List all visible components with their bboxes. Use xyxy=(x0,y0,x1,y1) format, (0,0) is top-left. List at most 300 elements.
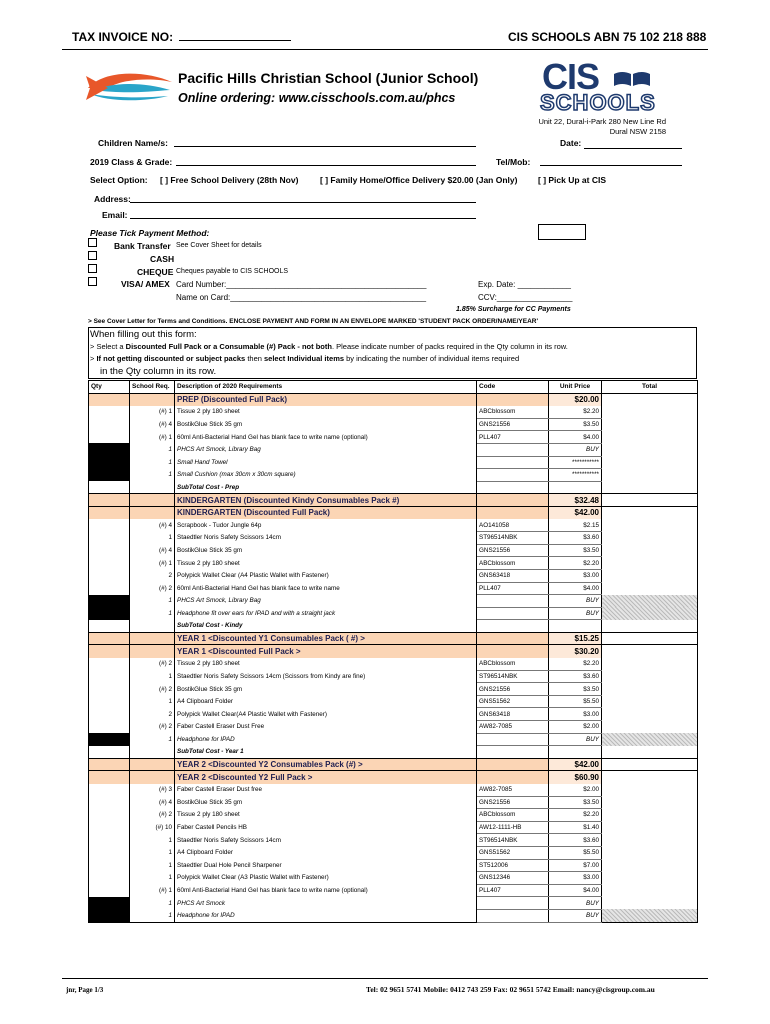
qty-cell[interactable] xyxy=(89,721,130,734)
total-cell xyxy=(602,557,698,570)
code-cell: AW82-7085 xyxy=(477,721,549,734)
total-cell xyxy=(602,670,698,683)
description-cell: PREP (Discounted Full Pack) xyxy=(175,393,477,406)
code-cell: GNS21556 xyxy=(477,418,549,431)
req-cell: 1 xyxy=(130,670,175,683)
total-cell xyxy=(602,721,698,734)
qty-cell[interactable] xyxy=(89,695,130,708)
req-cell xyxy=(130,506,175,519)
code-cell xyxy=(477,632,549,645)
total-cell xyxy=(602,645,698,658)
description-cell: YEAR 1 <Discounted Full Pack > xyxy=(175,645,477,658)
code-cell xyxy=(477,909,549,922)
req-cell: (#) 2 xyxy=(130,582,175,595)
subtotal-row xyxy=(89,481,698,494)
req-cell: 1 xyxy=(130,695,175,708)
description-cell: 60ml Anti-Bacterial Hand Gel has blank face to write name (optional) xyxy=(175,884,477,897)
description-cell: Polypick Wallet Clear(A4 Plastic Wallet with Fastener) xyxy=(175,708,477,721)
qty-cell xyxy=(89,897,130,910)
table-row xyxy=(89,872,698,885)
total-cell xyxy=(602,771,698,784)
req-cell: 2 xyxy=(130,569,175,582)
qty-cell[interactable] xyxy=(89,796,130,809)
description-cell: SubTotal Cost - Kindy xyxy=(175,620,477,633)
table-row xyxy=(89,771,698,784)
tax-invoice-field[interactable] xyxy=(179,31,291,41)
cash-checkbox[interactable] xyxy=(88,251,97,260)
school-name: Pacific Hills Christian School (Junior School) xyxy=(178,70,479,86)
total-cell xyxy=(602,544,698,557)
description-cell: Small Hand Towel xyxy=(175,456,477,469)
req-cell: (#) 4 xyxy=(130,544,175,557)
qty-cell[interactable] xyxy=(89,582,130,595)
subtotal-row xyxy=(89,620,698,633)
qty-cell xyxy=(89,595,130,608)
table-header-row xyxy=(89,381,698,394)
total-cell xyxy=(602,431,698,444)
address-line-1: Unit 22, Dural-i-Park 280 New Line Rd xyxy=(538,117,666,126)
code-cell xyxy=(477,620,549,633)
table-row xyxy=(89,393,698,406)
description-cell: SubTotal Cost - Prep xyxy=(175,481,477,494)
total-cell xyxy=(602,456,698,469)
req-cell: (#) 10 xyxy=(130,821,175,834)
school-logo-icon xyxy=(84,68,176,106)
total-cell xyxy=(602,582,698,595)
instr-text: > xyxy=(90,354,97,363)
qty-cell[interactable] xyxy=(89,834,130,847)
qty-cell xyxy=(89,443,130,456)
visa-label: VISA/ AMEX xyxy=(121,279,170,289)
table-row xyxy=(89,443,698,456)
price-cell: *********** xyxy=(549,469,602,482)
page-number: jnr, Page 1/3 xyxy=(66,986,104,994)
qty-cell xyxy=(89,909,130,922)
total-cell xyxy=(602,758,698,771)
price-cell: $60.90 xyxy=(549,771,602,784)
total-cell xyxy=(602,809,698,822)
table-row xyxy=(89,708,698,721)
req-cell: 1 xyxy=(130,443,175,456)
total-cell xyxy=(602,406,698,419)
description-cell: Staedtler Noris Safety Scissors 14cm xyxy=(175,834,477,847)
price-cell: $3.50 xyxy=(549,683,602,696)
qty-cell[interactable] xyxy=(89,658,130,671)
price-cell: $4.00 xyxy=(549,884,602,897)
date-label: Date: xyxy=(560,138,582,148)
col-unit-price: Unit Price xyxy=(549,381,602,394)
description-cell: Small Cushion (max 30cm x 30cm square) xyxy=(175,469,477,482)
description-cell: Staedtler Noris Safety Scissors 14cm xyxy=(175,532,477,545)
table-row xyxy=(89,834,698,847)
children-field[interactable] xyxy=(174,138,476,147)
req-cell: (#) 4 xyxy=(130,519,175,532)
price-cell: $3.00 xyxy=(549,872,602,885)
total-cell xyxy=(602,834,698,847)
price-cell: $2.20 xyxy=(549,658,602,671)
req-cell: 1 xyxy=(130,834,175,847)
price-cell xyxy=(549,481,602,494)
bank-label: Bank Transfer xyxy=(114,241,171,251)
description-cell: Headphone for IPAD xyxy=(175,909,477,922)
telmob-label: Tel/Mob: xyxy=(496,157,531,167)
req-cell: 1 xyxy=(130,733,175,746)
book-icon xyxy=(612,68,652,90)
instr-text: . Please indicate number of packs required in the Qty column in its row. xyxy=(331,342,568,351)
description-cell: Tissue 2 ply 180 sheet xyxy=(175,557,477,570)
total-cell xyxy=(602,859,698,872)
price-cell: $1.40 xyxy=(549,821,602,834)
code-cell xyxy=(477,746,549,759)
table-row xyxy=(89,595,698,608)
instr-text: > Select a xyxy=(90,342,126,351)
total-cell xyxy=(602,733,698,746)
code-cell xyxy=(477,494,549,507)
req-cell xyxy=(130,393,175,406)
description-cell: BostikGlue Stick 35 gm xyxy=(175,418,477,431)
qty-cell[interactable] xyxy=(89,683,130,696)
code-cell: GNS63418 xyxy=(477,708,549,721)
qty-cell[interactable] xyxy=(89,519,130,532)
description-cell: BostikGlue Stick 35 gm xyxy=(175,544,477,557)
qty-cell[interactable] xyxy=(89,557,130,570)
code-cell xyxy=(477,469,549,482)
description-cell: Scrapbook - Tudor Jungle 64p xyxy=(175,519,477,532)
code-cell xyxy=(477,393,549,406)
qty-cell[interactable] xyxy=(89,859,130,872)
price-cell xyxy=(549,620,602,633)
date-field[interactable] xyxy=(584,140,682,149)
code-cell xyxy=(477,456,549,469)
description-cell: Tissue 2 ply 180 sheet xyxy=(175,406,477,419)
class-label: 2019 Class & Grade: xyxy=(90,157,173,167)
description-cell: Headphone fit over ears for IPAD and with a straight jack xyxy=(175,607,477,620)
price-cell: $2.15 xyxy=(549,519,602,532)
qty-cell xyxy=(89,746,130,759)
price-cell: $42.00 xyxy=(549,758,602,771)
table-row xyxy=(89,884,698,897)
address-field[interactable] xyxy=(130,194,476,203)
table-row xyxy=(89,557,698,570)
table-row xyxy=(89,506,698,519)
table-row xyxy=(89,469,698,482)
req-cell: (#) 2 xyxy=(130,658,175,671)
table-row xyxy=(89,670,698,683)
price-cell: $20.00 xyxy=(549,393,602,406)
table-row xyxy=(89,897,698,910)
price-cell: $3.00 xyxy=(549,708,602,721)
req-cell: (#) 2 xyxy=(130,809,175,822)
table-row xyxy=(89,809,698,822)
price-cell: $5.50 xyxy=(549,846,602,859)
price-cell: $2.00 xyxy=(549,721,602,734)
qty-cell[interactable] xyxy=(89,494,130,507)
table-row xyxy=(89,406,698,419)
price-cell: $4.00 xyxy=(549,582,602,595)
total-cell xyxy=(602,708,698,721)
table-row xyxy=(89,456,698,469)
code-cell: GNS21556 xyxy=(477,544,549,557)
name-on-card-field[interactable]: Name on Card:____________________________________________ xyxy=(176,293,427,302)
req-cell: 1 xyxy=(130,872,175,885)
code-cell: AO141058 xyxy=(477,519,549,532)
qty-cell[interactable] xyxy=(89,771,130,784)
exp-date-field[interactable]: Exp. Date: ____________ xyxy=(478,280,571,289)
total-cell xyxy=(602,607,698,620)
cash-label: CASH xyxy=(150,254,175,264)
price-cell: $3.50 xyxy=(549,544,602,557)
description-cell: PHCS Art Smock, Library Bag xyxy=(175,595,477,608)
option-home-delivery[interactable]: [ ] Family Home/Office Delivery $20.00 (Jan Only) xyxy=(320,175,518,185)
table-row xyxy=(89,569,698,582)
qty-cell[interactable] xyxy=(89,784,130,797)
select-option-label: Select Option: xyxy=(90,175,148,185)
qty-cell[interactable] xyxy=(89,406,130,419)
abn: CIS SCHOOLS ABN 75 102 218 888 xyxy=(508,30,707,44)
price-cell: BUY xyxy=(549,733,602,746)
description-cell: Tissue 2 ply 180 sheet xyxy=(175,809,477,822)
price-cell: BUY xyxy=(549,595,602,608)
description-cell: YEAR 2 <Discounted Y2 Full Pack > xyxy=(175,771,477,784)
address-label: Address: xyxy=(94,194,131,204)
visa-checkbox[interactable] xyxy=(88,277,97,286)
qty-cell[interactable] xyxy=(89,645,130,658)
bank-checkbox[interactable] xyxy=(88,238,97,247)
price-cell: $3.60 xyxy=(549,834,602,847)
col-qty: Qty xyxy=(89,381,130,394)
telmob-field[interactable] xyxy=(540,157,682,166)
description-cell: KINDERGARTEN (Discounted Kindy Consumables Pack #) xyxy=(175,494,477,507)
total-cell xyxy=(602,494,698,507)
cheque-note: Cheques payable to CIS SCHOOLS xyxy=(176,268,289,275)
price-cell: $2.20 xyxy=(549,809,602,822)
total-cell xyxy=(602,532,698,545)
qty-cell xyxy=(89,620,130,633)
instr-text: then xyxy=(245,354,264,363)
price-cell: $5.50 xyxy=(549,695,602,708)
table-row xyxy=(89,494,698,507)
description-cell: Staedtler Noris Safety Scissors 14cm (Scissors from Kindy are fine) xyxy=(175,670,477,683)
class-field[interactable] xyxy=(176,157,476,166)
req-cell: (#) 2 xyxy=(130,683,175,696)
total-cell xyxy=(602,683,698,696)
total-cell xyxy=(602,569,698,582)
code-cell xyxy=(477,758,549,771)
qty-cell xyxy=(89,469,130,482)
code-cell: GNS51562 xyxy=(477,846,549,859)
description-cell: A4 Clipboard Folder xyxy=(175,846,477,859)
description-cell: Headphone for IPAD xyxy=(175,733,477,746)
col-school-req: School Req. xyxy=(130,381,175,394)
price-cell: $3.60 xyxy=(549,532,602,545)
table-row xyxy=(89,683,698,696)
code-cell xyxy=(477,733,549,746)
description-cell: Faber Castell Eraser Dust free xyxy=(175,784,477,797)
code-cell: GNS51562 xyxy=(477,695,549,708)
payment-title: Please Tick Payment Method: xyxy=(90,228,210,238)
cheque-label: CHEQUE xyxy=(137,267,174,277)
total-cell xyxy=(602,418,698,431)
table-row xyxy=(89,532,698,545)
total-cell xyxy=(602,658,698,671)
price-cell xyxy=(549,746,602,759)
code-cell xyxy=(477,897,549,910)
table-row xyxy=(89,733,698,746)
code-cell xyxy=(477,607,549,620)
table-row xyxy=(89,821,698,834)
col-description: Description of 2020 Requirements xyxy=(175,381,477,394)
instr-text: by indicating the number of individual items required xyxy=(344,354,520,363)
description-cell: Polypick Wallet Clear (A3 Plastic Wallet with Fastener) xyxy=(175,872,477,885)
total-cell xyxy=(602,872,698,885)
instr-bold: If not getting discounted or subject packs xyxy=(96,354,246,363)
option-pickup[interactable]: [ ] Pick Up at CIS xyxy=(538,175,607,185)
code-cell xyxy=(477,595,549,608)
instruction-line-3: in the Qty column in its row. xyxy=(100,366,217,377)
cheque-checkbox[interactable] xyxy=(88,264,97,273)
option-free-delivery[interactable]: [ ] Free School Delivery (28th Nov) xyxy=(160,175,299,185)
email-field[interactable] xyxy=(130,210,476,219)
req-cell: (#) 1 xyxy=(130,884,175,897)
qty-cell[interactable] xyxy=(89,884,130,897)
price-cell: $3.50 xyxy=(549,796,602,809)
price-cell: $4.00 xyxy=(549,431,602,444)
col-total: Total xyxy=(602,381,698,394)
qty-cell[interactable] xyxy=(89,758,130,771)
total-cell xyxy=(602,796,698,809)
email-label: Email: xyxy=(102,210,128,220)
surcharge-note: 1.85% Surcharge for CC Payments xyxy=(456,306,571,313)
table-row xyxy=(89,721,698,734)
code-cell: ST96514NBK xyxy=(477,532,549,545)
code-cell: AW12-1111-HB xyxy=(477,821,549,834)
req-cell: 1 xyxy=(130,469,175,482)
req-cell: 2 xyxy=(130,708,175,721)
req-cell xyxy=(130,758,175,771)
total-cell xyxy=(602,897,698,910)
total-cell xyxy=(602,821,698,834)
instr-bold: select Individual items xyxy=(264,354,345,363)
table-row xyxy=(89,784,698,797)
price-cell: $30.20 xyxy=(549,645,602,658)
price-cell: $2.00 xyxy=(549,784,602,797)
qty-cell[interactable] xyxy=(89,506,130,519)
description-cell: Faber Castell Pencils HB xyxy=(175,821,477,834)
qty-cell[interactable] xyxy=(89,708,130,721)
req-cell: (#) 1 xyxy=(130,557,175,570)
code-cell: GNS21556 xyxy=(477,796,549,809)
qty-cell[interactable] xyxy=(89,670,130,683)
price-cell: BUY xyxy=(549,909,602,922)
code-cell: GNS21556 xyxy=(477,683,549,696)
requirements-table xyxy=(88,380,698,923)
code-cell: AW82-7085 xyxy=(477,784,549,797)
description-cell: YEAR 1 <Discounted Y1 Consumables Pack ( #) > xyxy=(175,632,477,645)
payment-box xyxy=(538,224,586,240)
total-cell xyxy=(602,443,698,456)
table-row xyxy=(89,544,698,557)
description-cell: PHCS Art Smock xyxy=(175,897,477,910)
code-cell xyxy=(477,443,549,456)
req-cell xyxy=(130,632,175,645)
table-row xyxy=(89,658,698,671)
qty-cell[interactable] xyxy=(89,872,130,885)
table-row xyxy=(89,582,698,595)
qty-cell[interactable] xyxy=(89,532,130,545)
qty-cell[interactable] xyxy=(89,544,130,557)
total-cell xyxy=(602,620,698,633)
qty-cell[interactable] xyxy=(89,809,130,822)
description-cell: PHCS Art Smock, Library Bag xyxy=(175,443,477,456)
qty-cell[interactable] xyxy=(89,846,130,859)
contact-info: Tel: 02 9651 5741 Mobile: 0412 743 259 Fax: 02 9651 5742 Email: nancy@cisgroup.com.au xyxy=(366,985,655,994)
table-row xyxy=(89,431,698,444)
table-row xyxy=(89,909,698,922)
qty-cell[interactable] xyxy=(89,393,130,406)
price-cell: BUY xyxy=(549,607,602,620)
instructions-title: When filling out this form: xyxy=(90,329,197,340)
qty-cell[interactable] xyxy=(89,569,130,582)
code-cell: PLL407 xyxy=(477,582,549,595)
total-cell xyxy=(602,595,698,608)
price-cell: $3.60 xyxy=(549,670,602,683)
total-cell xyxy=(602,393,698,406)
children-label: Children Name/s: xyxy=(98,138,168,148)
code-cell: GNS12346 xyxy=(477,872,549,885)
subtotal-row xyxy=(89,746,698,759)
code-cell: ST96514NBK xyxy=(477,670,549,683)
qty-cell[interactable] xyxy=(89,632,130,645)
req-cell: 1 xyxy=(130,897,175,910)
price-cell: $7.00 xyxy=(549,859,602,872)
price-cell: $15.25 xyxy=(549,632,602,645)
table-row xyxy=(89,846,698,859)
description-cell: Polypick Wallet Clear (A4 Plastic Wallet with Fastener) xyxy=(175,569,477,582)
qty-cell xyxy=(89,607,130,620)
qty-cell[interactable] xyxy=(89,821,130,834)
cis-logo-bottom: SCHOOLS xyxy=(540,90,656,115)
price-cell: BUY xyxy=(549,443,602,456)
code-cell: ST512006 xyxy=(477,859,549,872)
qty-cell[interactable] xyxy=(89,431,130,444)
code-cell xyxy=(477,645,549,658)
qty-cell xyxy=(89,456,130,469)
col-code: Code xyxy=(477,381,549,394)
req-cell: 1 xyxy=(130,456,175,469)
total-cell xyxy=(602,481,698,494)
req-cell: (#) 1 xyxy=(130,406,175,419)
ccv-field[interactable]: CCV:_________________ xyxy=(478,293,573,302)
qty-cell[interactable] xyxy=(89,418,130,431)
total-cell xyxy=(602,884,698,897)
card-number-field[interactable]: Card Number:_____________________________________________ xyxy=(176,280,427,289)
code-cell: PLL407 xyxy=(477,884,549,897)
table-row xyxy=(89,607,698,620)
req-cell: (#) 2 xyxy=(130,721,175,734)
cover-note: > See Cover Letter for Terms and Conditions. ENCLOSE PAYMENT AND FORM IN AN ENVELOPE MARKED 'STUDENT PACK ORDER/NAME/YEAR' xyxy=(88,318,539,325)
table-row xyxy=(89,695,698,708)
description-cell: BostikGlue Stick 35 gm xyxy=(175,683,477,696)
description-cell: Tissue 2 ply 180 sheet xyxy=(175,658,477,671)
total-cell xyxy=(602,506,698,519)
req-cell xyxy=(130,620,175,633)
code-cell xyxy=(477,481,549,494)
req-cell xyxy=(130,645,175,658)
req-cell xyxy=(130,481,175,494)
table-row xyxy=(89,519,698,532)
req-cell: 1 xyxy=(130,532,175,545)
address-line-2: Dural NSW 2158 xyxy=(609,127,666,136)
